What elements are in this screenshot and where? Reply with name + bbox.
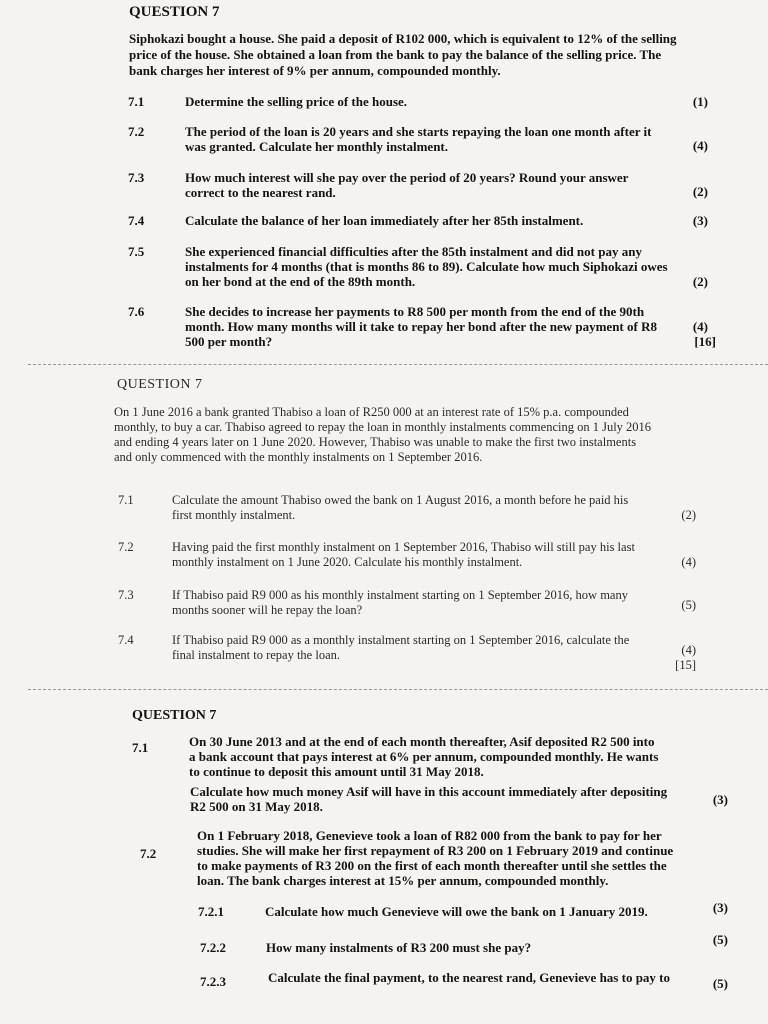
question-total: [15] xyxy=(675,658,696,672)
question-number: 7.1 xyxy=(128,94,145,109)
question-text: Calculate the balance of her loan immediately after her 85th instalment. xyxy=(185,213,584,228)
question-number: 7.2 xyxy=(118,540,134,554)
question-number: 7.2.1 xyxy=(198,904,224,919)
question-number: 7.2 xyxy=(128,124,145,139)
question-number: 7.3 xyxy=(118,588,134,602)
question-marks: (5) xyxy=(712,932,728,947)
question-text: Calculate how much Genevieve will owe the bank on 1 January 2019. xyxy=(265,904,648,919)
question-number: 7.4 xyxy=(118,633,134,647)
question-section-siphokazi xyxy=(0,0,768,365)
question-text: If Thabiso paid R9 000 as a monthly instalment starting on 1 September 2016, calculate the final instalment to repay the loan. xyxy=(172,633,630,662)
question-number: 7.6 xyxy=(128,304,145,319)
question-marks: (5) xyxy=(712,976,728,991)
intro-paragraph: On 1 June 2016 a bank granted Thabiso a loan of R250 000 at an interest rate of 15% p.a. compounded monthly, to buy a car. Thabiso agreed to repay the loan in monthly instalments commencing on 1 July 2016 and ending 4 years later on 1 June 2020. However, Thabiso was unable to make the first two instalments and only commenced with the monthly instalments on 1 September 2016. xyxy=(114,405,652,464)
question-text: Determine the selling price of the house. xyxy=(185,94,408,109)
question-text: Having paid the first monthly instalment on 1 September 2016, Thabiso will still pay his last monthly instalment on 1 June 2020. Calculate his monthly instalment. xyxy=(172,540,635,569)
section-title: QUESTION 7 xyxy=(129,4,220,20)
question-marks: (3) xyxy=(692,213,708,228)
question-text: If Thabiso paid R9 000 as his monthly instalment starting on 1 September 2016, how many months sooner will he repay the loan? xyxy=(172,588,628,617)
question-total: [16] xyxy=(694,334,716,349)
question-number: 7.5 xyxy=(128,244,145,259)
question-number: 7.1 xyxy=(118,493,134,507)
intro-paragraph: Siphokazi bought a house. She paid a deposit of R102 000, which is equivalent to 12% of the selling price of the house. She obtained a loan from the bank to pay the balance of the selling price. The bank charges her interest of 9% per annum, compounded monthly. xyxy=(129,31,677,78)
question-marks: (4) xyxy=(692,138,708,153)
question-text: On 1 February 2018, Genevieve took a loan of R82 000 from the bank to pay for her studies. She will make her first repayment of R3 200 on 1 February 2019 and continue to make payments of R3 200 on the first of each month thereafter until she settles the loan. The bank charges interest at 15% per annum, compounded monthly. xyxy=(197,828,674,888)
question-text: How many instalments of R3 200 must she pay? xyxy=(266,940,532,955)
question-text: On 30 June 2013 and at the end of each month thereafter, Asif deposited R2 500 into a bank account that pays interest at 6% per annum, compounded monthly. He wants to continue to deposit this amount until 31 May 2018. xyxy=(189,734,659,779)
question-number: 7.1 xyxy=(132,740,149,755)
question-number: 7.3 xyxy=(128,170,145,185)
question-marks: (3) xyxy=(712,792,728,807)
question-text: She decides to increase her payments to R8 500 per month from the end of the 90th month. How many months will it take to repay her bond after the new payment of R8 500 per month? xyxy=(185,304,657,349)
question-text: Calculate how much money Asif will have in this account immediately after depositing R2 500 on 31 May 2018. xyxy=(190,784,668,814)
question-marks: (2) xyxy=(692,274,708,289)
question-section-thabiso xyxy=(0,365,768,690)
question-marks: (4) xyxy=(692,319,708,334)
question-marks: (1) xyxy=(692,94,708,109)
question-text: How much interest will she pay over the period of 20 years? Round your answer correct to the nearest rand. xyxy=(185,170,629,200)
question-number: 7.2 xyxy=(140,846,157,861)
question-marks: (4) xyxy=(681,643,696,657)
question-marks: (2) xyxy=(692,184,708,199)
question-number: 7.2.2 xyxy=(200,940,226,955)
section-title: QUESTION 7 xyxy=(132,708,217,723)
section-title: QUESTION 7 xyxy=(117,377,203,392)
question-text: The period of the loan is 20 years and she starts repaying the loan one month after it was granted. Calculate her monthly instalment. xyxy=(185,124,652,154)
question-text: Calculate the final payment, to the nearest rand, Genevieve has to pay to xyxy=(268,970,671,985)
question-marks: (5) xyxy=(681,598,696,612)
question-text: Calculate the amount Thabiso owed the bank on 1 August 2016, a month before he paid his first monthly instalment. xyxy=(172,493,629,522)
question-marks: (2) xyxy=(681,508,696,522)
question-marks: (4) xyxy=(681,555,696,569)
question-marks: (3) xyxy=(712,900,728,915)
question-text: She experienced financial difficulties after the 85th instalment and did not pay any instalments for 4 months (that is months 86 to 89). Calculate how much Siphokazi owes on her bond at the end of the 89th month. xyxy=(185,244,668,289)
question-number: 7.2.3 xyxy=(200,974,226,989)
question-section-asif-genevieve xyxy=(0,690,768,1024)
question-number: 7.4 xyxy=(128,213,145,228)
